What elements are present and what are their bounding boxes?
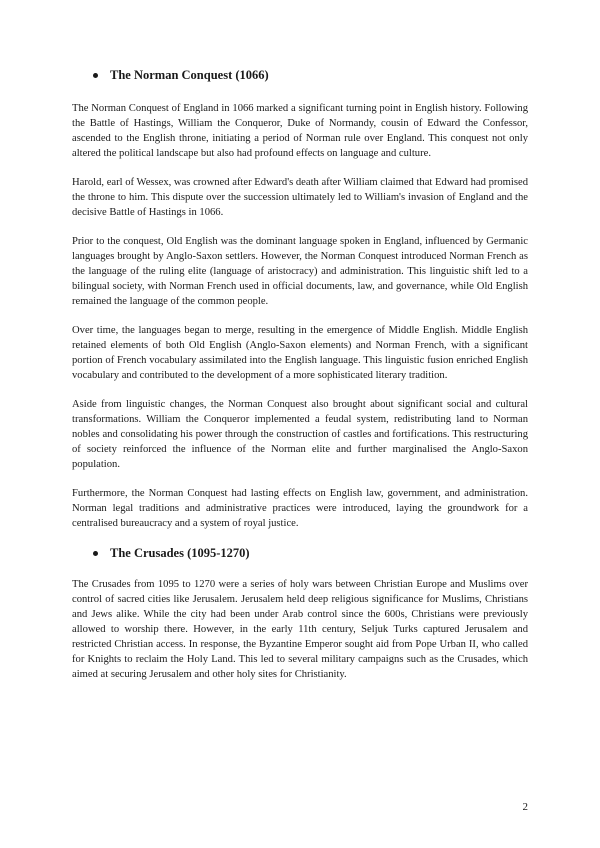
paragraph: Prior to the conquest, Old English was the dominant language spoken in England, influenced by Germanic languages brought by Anglo-Saxon settlers. However, the Norman Conquest introduced Norman French as the language of the ruling elite (language of aristocracy) and administration. This linguistic shift led to a bilingual society, with Norman French used in official documents, law, and governance, while Old English remained the language of the common people. bbox=[72, 236, 528, 307]
paragraph: The Norman Conquest of England in 1066 marked a significant turning point in English history. Following the Battle of Hastings, William the Conqueror, Duke of Normandy, cousin of Edward the Confessor, ascended to the English throne, initiating a period of Norman rule over England. This conquest not only altered the political landscape but also had profound effects on language and culture. bbox=[72, 103, 528, 159]
paragraph: The Crusades from 1095 to 1270 were a series of holy wars between Christian Europe and Muslims over control of sacred cities like Jerusalem. Jerusalem held deep religious significance for Muslims, Christians and Jews alike. While the city had been under Arab control since the 600s, Christians were previously allowed to worship there. However, in the early 11th century, Seljuk Turks captured Jerusalem and restricted Christian access. In response, the Byzantine Emperor sought aid from Pope Urban II, who called for Knights to reclaim the Holy Land. This led to several military campaigns such as the Crusades, which aimed at securing Jerusalem and other holy sites for Christianity. bbox=[72, 579, 528, 680]
section-heading-text: The Crusades (1095-1270) bbox=[110, 546, 250, 560]
paragraph: Furthermore, the Norman Conquest had lasting effects on English law, government, and administration. Norman legal traditions and administrative practices were introduced, laying the groundwork for a centralised bureaucracy and a system of royal justice. bbox=[72, 488, 528, 529]
section-heading-text: The Norman Conquest (1066) bbox=[110, 68, 269, 82]
page-number: 2 bbox=[522, 801, 528, 813]
paragraph: Over time, the languages began to merge, resulting in the emergence of Middle English. Middle English retained elements of both Old English (Anglo-Saxon elements) and Norman French, with a significant portion of French vocabulary assimilated into the English language. This linguistic fusion enriched English vocabulary and contributed to the development of a more sophisticated literary tradition. bbox=[72, 325, 528, 381]
section-heading-crusades bbox=[72, 545, 528, 561]
paragraph: Aside from linguistic changes, the Norman Conquest also brought about significant social and cultural transformations. William the Conqueror implemented a feudal system, redistributing land to Norman nobles and consolidating his power through the construction of castles and fortifications. This restructuring of society reinforced the influence of the Norman elite and further marginalised the Anglo-Saxon population. bbox=[72, 399, 528, 470]
bullet-icon bbox=[93, 73, 98, 78]
section-heading-norman-conquest bbox=[72, 67, 528, 83]
paragraph: Harold, earl of Wessex, was crowned after Edward's death after William claimed that Edward had promised the throne to him. This dispute over the succession ultimately led to William's invasion of England and the decisive Battle of Hastings in 1066. bbox=[72, 177, 528, 218]
bullet-icon bbox=[93, 551, 98, 556]
